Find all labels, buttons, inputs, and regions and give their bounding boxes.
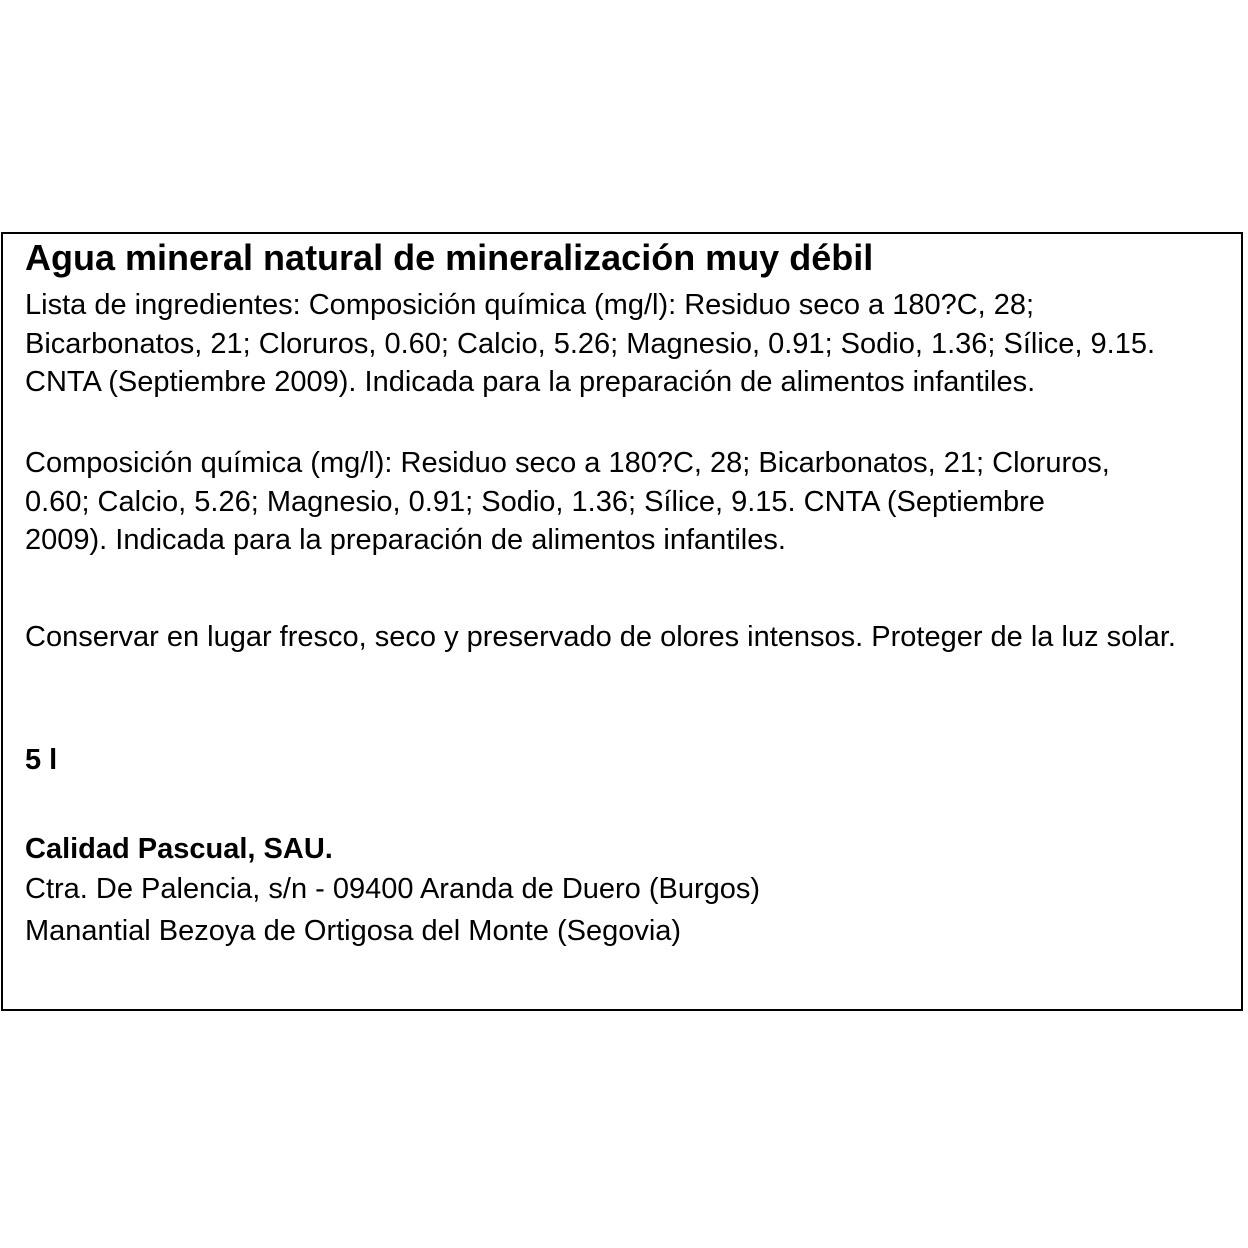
company-name: Calidad Pascual, SAU. (25, 833, 333, 865)
composition-text: Composición química (mg/l): Residuo seco a 180?C, 28; Bicarbonatos, 21; Cloruros, 0.60; Calcio, 5.26; Magnesio, 0.91; Sodio, 1.36; Sílice, 9.15. CNTA (Septiembre 2009). Indicada para la preparación de alimentos infantiles. (25, 447, 1110, 556)
company-address: Ctra. De Palencia, s/n - 09400 Aranda de Duero (Burgos) (25, 873, 761, 905)
net-quantity: 5 l (25, 744, 58, 776)
product-title: Agua mineral natural de mineralización muy débil (25, 237, 874, 278)
spring-location: Manantial Bezoya de Ortigosa del Monte (Segovia) (25, 915, 682, 947)
ingredients-text: Lista de ingredientes: Composición química (mg/l): Residuo seco a 180?C, 28; Bicarbonatos, 21; Cloruros, 0.60; Calcio, 5.26; Magnesio, 0.91; Sodio, 1.36; Sílice, 9.15. CNTA (Septiembre 2009). Indicada para la preparación de alimentos infantiles. (25, 289, 1156, 398)
storage-instructions: Conservar en lugar fresco, seco y preservado de olores intensos. Proteger de la luz solar. (25, 621, 1176, 653)
